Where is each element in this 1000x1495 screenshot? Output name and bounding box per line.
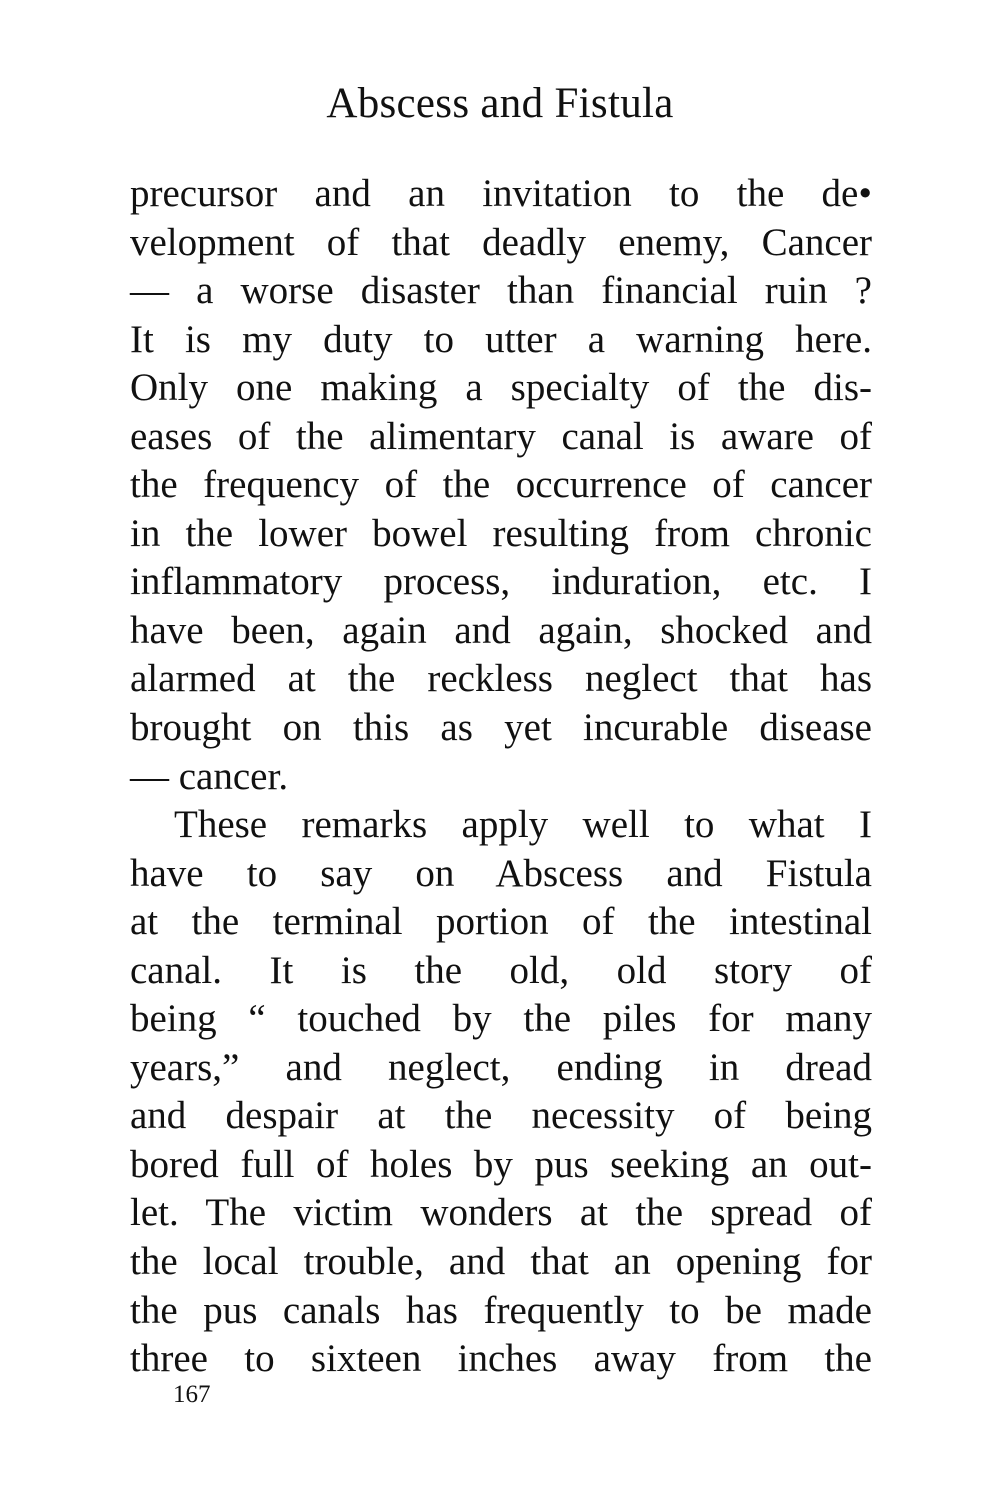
text-line: brought on this as yet incurable disease bbox=[130, 706, 872, 750]
text-line: Only one making a specialty of the dis- bbox=[130, 366, 872, 410]
text-line: — a worse disaster than financial ruin ? bbox=[130, 269, 872, 313]
text-line: the local trouble, and that an opening for bbox=[130, 1240, 872, 1284]
text-line: precursor and an invitation to the de• bbox=[130, 172, 872, 215]
page-number: 167 bbox=[173, 1381, 211, 1408]
text-line: It is my duty to utter a warning here. bbox=[130, 317, 872, 361]
text-line: eases of the alimentary canal is aware of bbox=[130, 414, 872, 458]
text-line: velopment of that deadly enemy, Cancer bbox=[130, 220, 872, 264]
text-line: inflammatory process, induration, etc. I bbox=[130, 560, 872, 604]
text-line: canal. It is the old, old story of bbox=[130, 948, 872, 992]
text-line: let. The victim wonders at the spread of bbox=[130, 1191, 872, 1235]
text-line: at the terminal portion of the intestinal bbox=[130, 900, 872, 944]
text-line: alarmed at the reckless neglect that has bbox=[130, 657, 872, 701]
paragraph-start-line: These remarks apply well to what I bbox=[174, 803, 872, 847]
body-text bbox=[130, 170, 872, 1384]
running-head: Abscess and Fistula bbox=[326, 80, 674, 127]
text-line: have been, again and again, shocked and bbox=[130, 608, 872, 652]
text-line: have to say on Abscess and Fistula bbox=[130, 851, 872, 895]
text-line: and despair at the necessity of being bbox=[130, 1094, 872, 1138]
text-line: being “ touched by the piles for many bbox=[130, 997, 872, 1041]
text-line: the frequency of the occurrence of cancer bbox=[130, 463, 872, 507]
text-line: the pus canals has frequently to be made bbox=[130, 1288, 872, 1332]
text-line: in the lower bowel resulting from chronic bbox=[130, 511, 872, 555]
text-line: years,” and neglect, ending in dread bbox=[130, 1045, 872, 1089]
text-line: bored full of holes by pus seeking an out- bbox=[130, 1142, 872, 1186]
text-line: three to sixteen inches away from the bbox=[130, 1337, 872, 1381]
paragraph-end-line: — cancer. bbox=[130, 754, 289, 798]
